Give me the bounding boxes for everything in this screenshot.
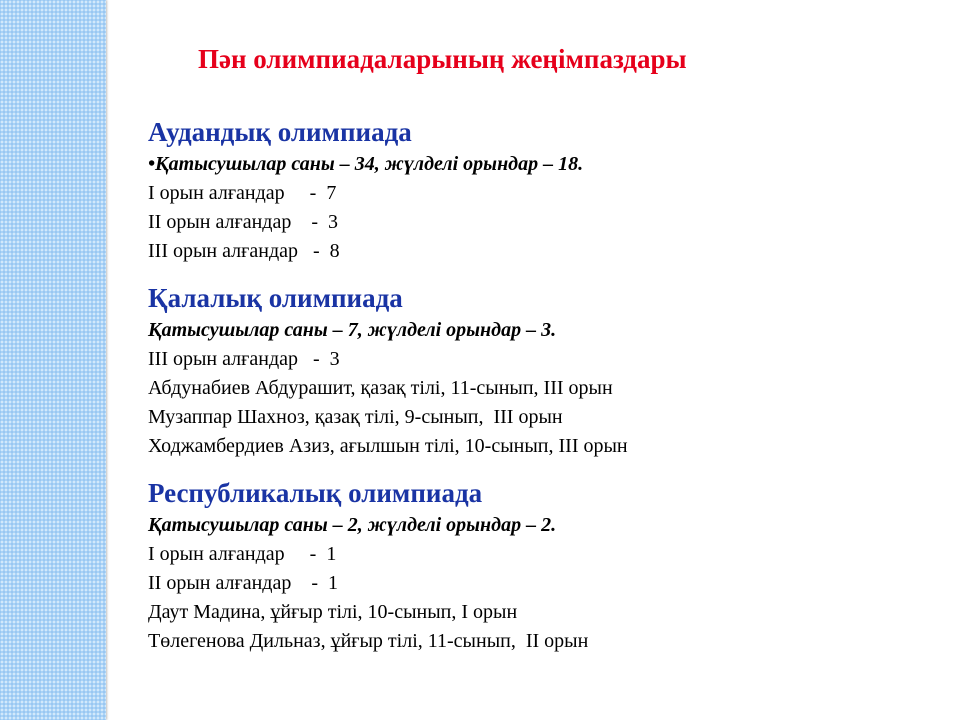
section-city-olympiad xyxy=(148,280,938,461)
winner-line: Даут Мадина, ұйғыр тілі, 10-сынып, І орын xyxy=(148,601,518,623)
winner-line: Төлегенова Дильназ, ұйғыр тілі, 11-сынып, ІІ орын xyxy=(148,630,589,652)
slide-content xyxy=(148,114,938,656)
result-line: ІІІ орын алғандар - 8 xyxy=(148,240,340,262)
section-heading: Республикалық олимпиада xyxy=(148,478,483,508)
section-district-olympiad xyxy=(148,114,938,266)
section-summary: Қатысушылар саны – 7, жүлделі орындар – 3. xyxy=(148,319,557,341)
result-line: ІІІ орын алғандар - 3 xyxy=(148,348,340,370)
result-line: ІІ орын алғандар - 3 xyxy=(148,211,338,233)
result-line: І орын алғандар - 7 xyxy=(148,182,337,204)
result-line: ІІ орын алғандар - 1 xyxy=(148,572,338,594)
winner-line: Музаппар Шахноз, қазақ тілі, 9-сынып, ІІІ орын xyxy=(148,406,563,428)
section-heading: Аудандық олимпиада xyxy=(148,117,412,147)
result-line: І орын алғандар - 1 xyxy=(148,543,337,565)
winner-line: Абдунабиев Абдурашит, қазақ тілі, 11-сынып, ІІІ орын xyxy=(148,377,613,399)
winner-line: Ходжамбердиев Азиз, ағылшын тілі, 10-сынып, ІІІ орын xyxy=(148,435,628,457)
section-summary: Қатысушылар саны – 2, жүлделі орындар – 2. xyxy=(148,514,557,536)
section-summary: •Қатысушылар саны – 34, жүлделі орындар – 18. xyxy=(148,153,584,175)
slide-title: Пән олимпиадаларының жеңімпаздары xyxy=(198,44,687,74)
section-republic-olympiad xyxy=(148,475,938,656)
section-heading: Қалалық олимпиада xyxy=(148,283,403,313)
decorative-side-band xyxy=(0,0,106,720)
